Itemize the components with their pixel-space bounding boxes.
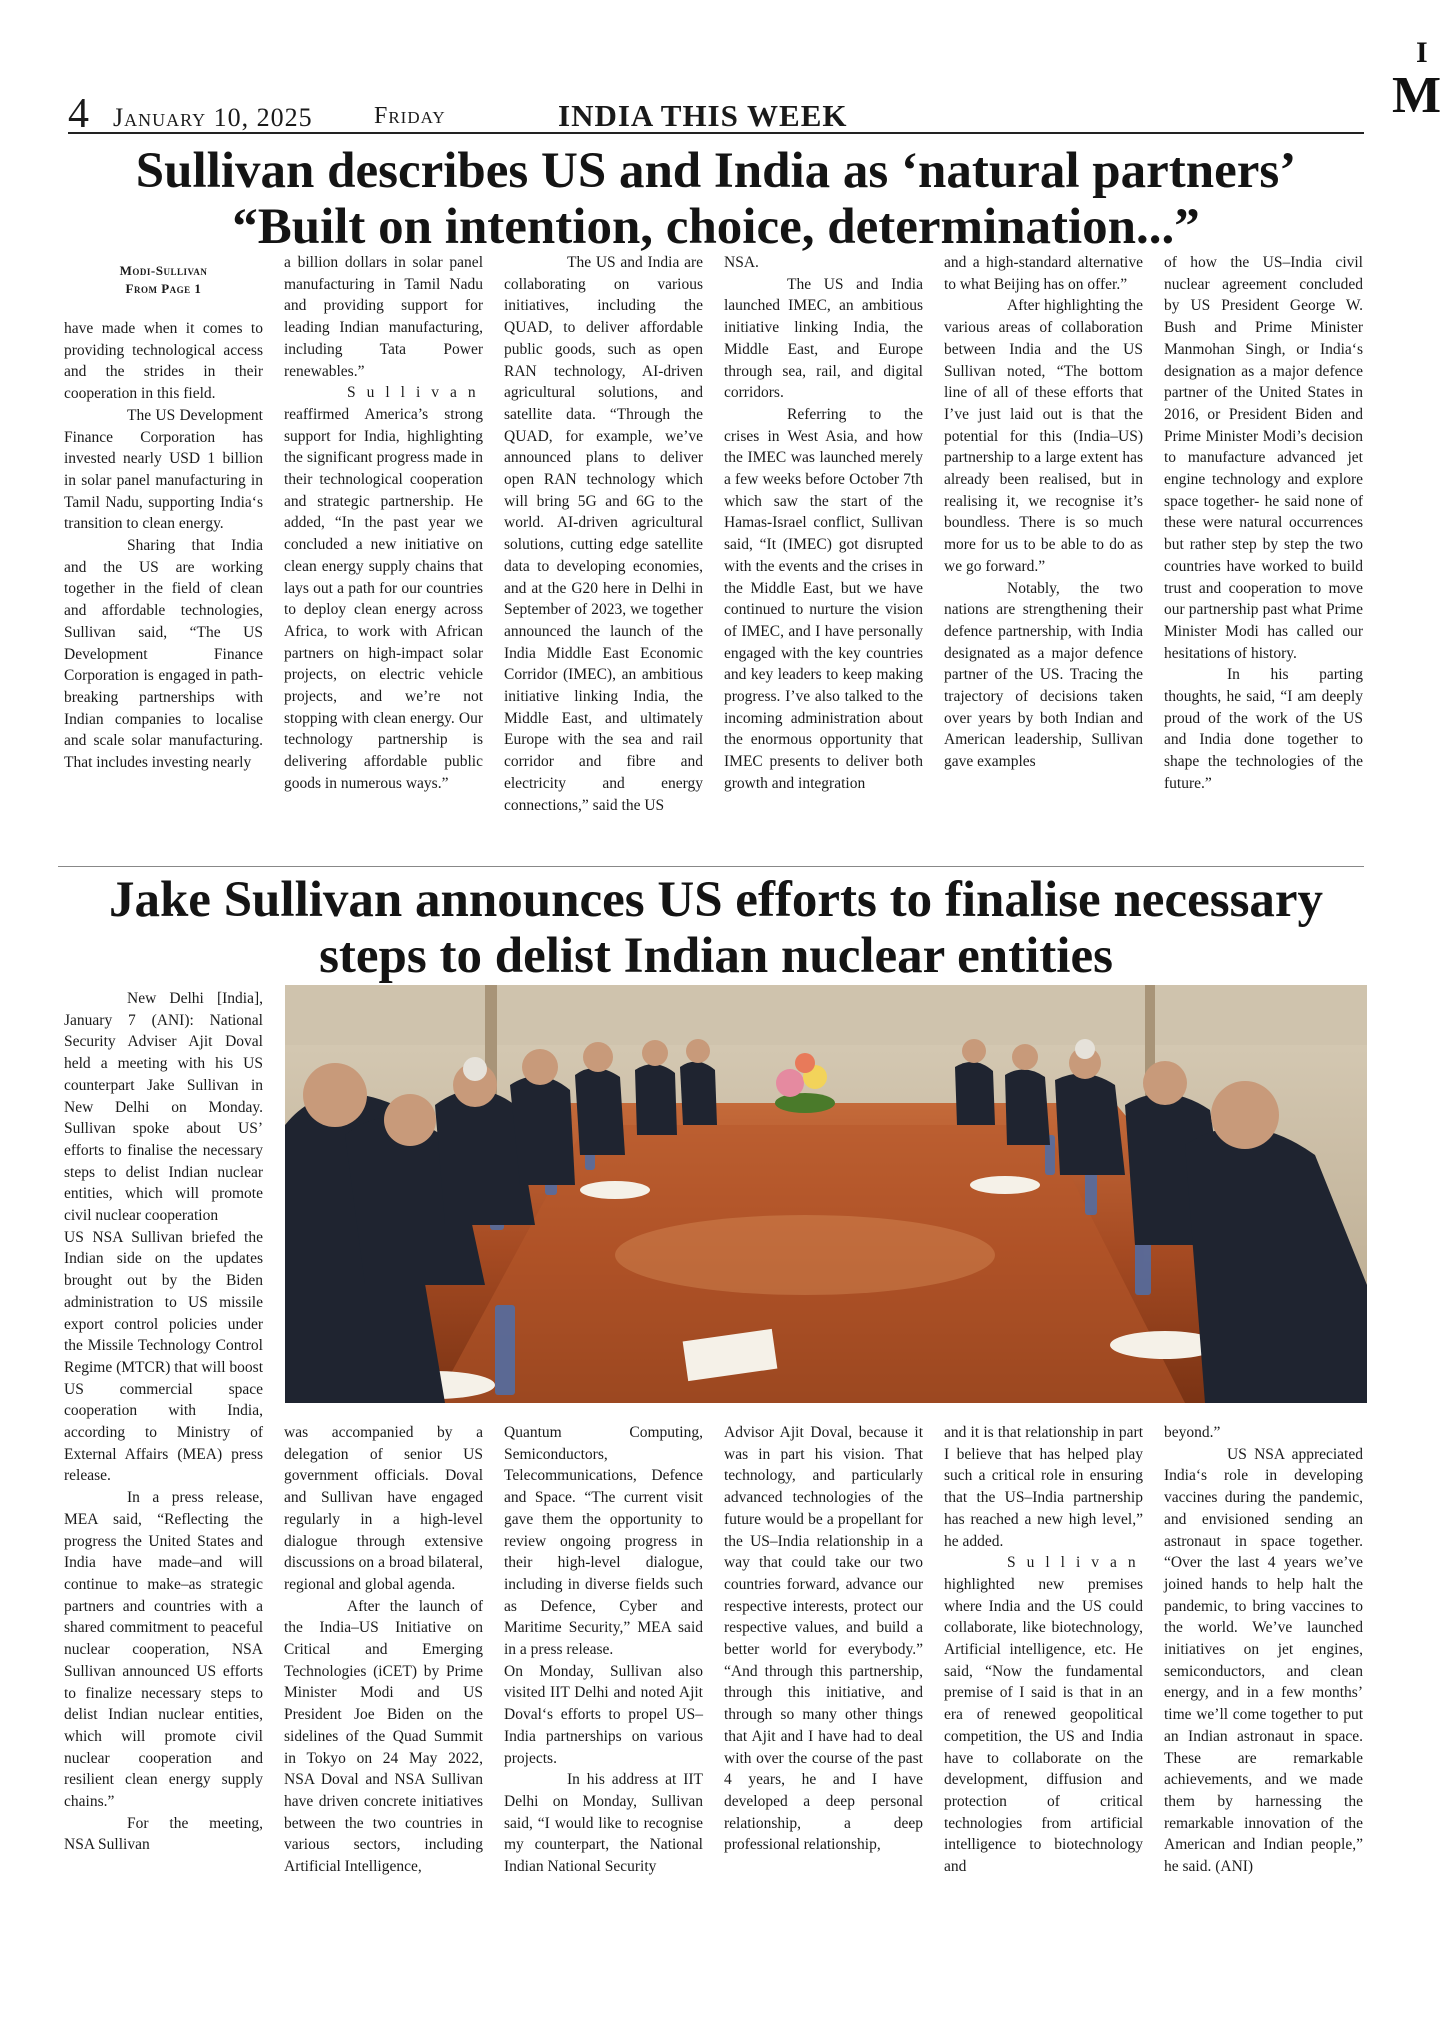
article1-column-4 xyxy=(724,252,923,862)
paragraph: and a high-standard alternative to what Beijing has on offer.” xyxy=(944,254,1143,293)
article1-column-2 xyxy=(284,252,487,862)
paragraph: In his address at IIT Delhi on Monday, Sullivan said, “I would like to recognise my counterpart, the National Indian National Security xyxy=(504,1771,703,1876)
paragraph: After highlighting the various areas of collaboration between India and the US Sullivan noted, “The bottom line of all of these efforts that I’ve just laid out is that the potential for this (India–US) partnership to a large extent has already been realised, but in realising it, we recognise it’s boundless. There is so much more for us to be able to do as we go forward.” xyxy=(944,297,1143,575)
paragraph: New Delhi [India], January 7 (ANI): National Security Adviser Ajit Doval held a meeting with his US counterpart Jake Sullivan in New Delhi on Monday. Sullivan spoke about US’ efforts to finalise the necessary steps to delist Indian nuclear entities, which will promote civil nuclear cooperation xyxy=(64,990,263,1225)
page-number: 4 xyxy=(68,91,89,137)
paragraph: Sullivan xyxy=(1007,1554,1147,1572)
paragraph: a billion dollars in solar panel manufacturing in Tamil Nadu and providing support for leading Indian manufacturing, including Tata Power renewables.” xyxy=(284,254,483,380)
article2-column-2 xyxy=(284,1422,483,1992)
page-header xyxy=(68,91,1364,137)
article2-headline-line1: Jake Sullivan announces US efforts to finalise necessary xyxy=(108,872,1324,928)
adjacent-page-letter-large: M xyxy=(1392,67,1441,124)
paragraph: US NSA Sullivan briefed the Indian side on the updates brought out by the Biden administration to US missile export control policies under the Missile Technology Control Regime (MTCR) that will boost US commercial space cooperation with India, according to Ministry of External Affairs (MEA) press release. xyxy=(64,1228,263,1485)
article2-column-1 xyxy=(64,988,263,1992)
issue-date: January 10, 2025 xyxy=(113,103,313,132)
article2-column-6 xyxy=(1164,1422,1363,1992)
article2-headline-line2: steps to delist Indian nuclear entities xyxy=(319,928,1113,985)
paragraph: Sullivan xyxy=(347,384,487,402)
article2-headline xyxy=(58,872,1374,984)
article2-column-3 xyxy=(504,1422,703,1992)
article1-column-6 xyxy=(1164,252,1363,862)
paragraph: reaffirmed America’s strong support for India, highlighting the significant progress made in their technological cooperation and strategic partnership. He added, “In the past year we concluded a new initiative on clean energy supply chains that lays out a path for our countries to deploy clean energy across Africa, to work with African partners on high-impact solar projects, on electric vehicle projects, and we’re not stopping with clean energy. Our technology partnership is delivering affordable public goods in numerous ways.” xyxy=(284,405,483,792)
article2-column-5 xyxy=(944,1422,1147,1992)
article1-column-1 xyxy=(64,318,263,862)
paragraph: Referring to the crises in West Asia, and how the IMEC was launched merely a few weeks before October 7th which saw the start of the Hamas-Israel conflict, Sullivan said, “It (IMEC) got disrupted with the events and the crises in the Middle East, but we have continued to nurture the vision of IMEC, and I have personally engaged with the key countries and key leaders to keep making progress. I’ve also talked to the incoming administration about the enormous opportunity that IMEC presents to deliver both growth and integration xyxy=(724,405,923,792)
paragraph: The US Development Finance Corporation has invested nearly USD 1 billion in solar panel manufacturing in Tamil Nadu, supporting India‘s transition to clean energy. xyxy=(64,406,263,533)
publication-title: INDIA THIS WEEK xyxy=(558,98,848,133)
article1-headline-line1: Sullivan describes US and India as ‘natural partners’ xyxy=(135,143,1297,199)
paragraph: For the meeting, NSA Sullivan xyxy=(64,1814,263,1854)
paragraph: have made when it comes to providing technological access and the strides in their cooperation in this field. xyxy=(64,320,263,403)
kicker-line1: Modi-Sullivan xyxy=(119,263,208,278)
paragraph: Notably, the two nations are strengthening their defence partnership, with India designated as a major defence partner of the US. Tracing the trajectory of decisions taken over years by both Indian and American leadership, Sullivan gave examples xyxy=(944,579,1143,771)
article1-column-5 xyxy=(944,252,1143,862)
paragraph: In a press release, MEA said, “Reflecting the progress the United States and India have made–and will continue to make–as strategic partners and countries with a shared commitment to peaceful nuclear cooperation, NSA Sullivan announced US efforts to finalize necessary steps to delist Indian nuclear entities, which will promote civil nuclear cooperation and resilient clean energy supply chains.” xyxy=(64,1489,263,1811)
kicker-line2: From Page 1 xyxy=(125,281,202,296)
article1-kicker xyxy=(64,262,263,298)
paragraph: Advisor Ajit Doval, because it was in part his vision. That technology, and particularly advanced technologies of the future would be a propellant for the US–India relationship in a way that could take our two countries forward, advance our respective interests, protect our respective values, and build a better world for everybody.” “And through this partnership, through this initiative, and through so many other things that Ajit and I have had to deal with over the course of the past 4 years, he and I have developed a deep personal relationship, a deep professional relationship, xyxy=(724,1424,923,1854)
issue-day: Friday xyxy=(374,103,446,129)
paragraph: After the launch of the India–US Initiative on Critical and Emerging Technologies (iCET) by Prime Minister Modi and US President Joe Biden on the sidelines of the Quad Summit in Tokyo on 24 May 2022, NSA Doval and NSA Sullivan have driven concrete initiatives between the two countries in various sectors, including Artificial Intelligence, xyxy=(284,1597,483,1876)
article1-headline xyxy=(68,143,1364,255)
paragraph: In his parting thoughts, he said, “I am deeply proud of the work of the US and India done together to shape the technologies of the future.” xyxy=(1164,666,1363,792)
article1-headline-line2: “Built on intention, choice, determination...” xyxy=(232,199,1200,256)
paragraph: US NSA appreciated India‘s role in developing vaccines during the pandemic, and envisioned sending an astronaut in space together. “Over the last 4 years we’ve joined hands to help halt the pandemic, to bring vaccines to the world. We’ve launched initiatives on jet engines, semiconductors, and clean energy, and in a few months’ time we’ll come together to put an Indian astronaut in space. These are remarkable achievements, and we made them by harnessing the remarkable innovation of the American and Indian people,” he said. (ANI) xyxy=(1164,1445,1363,1876)
meeting-photo xyxy=(285,985,1367,1403)
article2-column-4 xyxy=(724,1422,923,1992)
paragraph: The US and India launched IMEC, an ambitious initiative linking India, the Middle East, and Europe through sea, rail, and digital corridors. xyxy=(724,275,923,402)
paragraph: The US and India are collaborating on various initiatives, including the QUAD, to deliver affordable public goods, such as open RAN technology, AI-driven agricultural solutions, and satellite data. “Through the QUAD, for example, we’ve announced plans to deliver open RAN technology which will bring 5G and 6G to the world. AI-driven agricultural solutions, cutting edge satellite data to developing economies, and at the G20 here in Delhi in September of 2023, we together announced the launch of the India Middle East Economic Corridor (IMEC), an ambitious initiative linking India, the Middle East, and ultimately Europe with the sea and rail corridor and fibre and electricity and energy connections,” said the US xyxy=(504,254,703,814)
section-divider xyxy=(58,866,1364,867)
paragraph: of how the US–India civil nuclear agreement concluded by US President George W. Bush and Prime Minister Manmohan Singh, or India‘s designation as a major defence partner of the United States in 2016, or President Biden and Prime Minister Modi’s decision to manufacture advanced jet engine technology and explore space together- he said none of these were natural occurrences but rather step by step the two countries have worked to build trust and cooperation to move our partnership past what Prime Minister Modi has called our hesitations of history. xyxy=(1164,254,1363,662)
paragraph: NSA. xyxy=(724,254,759,271)
adjacent-page-letter-small: I xyxy=(1416,36,1428,69)
paragraph: highlighted new premises where India and the US could collaborate, like biotechnology, Artificial intelligence, etc. He said, “Now the fundamental premise of I said is that in an era of renewed geopolitical competition, the US and India have to collaborate on the development, diffusion and protection of critical technologies from artificial intelligence to biotechnology and xyxy=(944,1575,1143,1876)
paragraph: and it is that relationship in part I believe that has helped play such a critical role in ensuring that the US–India partnership has reached a new high level,” he added. xyxy=(944,1424,1143,1550)
paragraph: On Monday, Sullivan also visited IIT Delhi and noted Ajit Doval‘s efforts to propel US–India partnerships on various projects. xyxy=(504,1662,703,1767)
article1-column-3 xyxy=(504,252,703,862)
paragraph: Sharing that India and the US are working together in the field of clean and affordable technologies, Sullivan said, “The US Development Finance Corporation is engaged in path-breaking partnerships with Indian companies to localise and scale solar manufacturing. That includes investing nearly xyxy=(64,537,263,772)
paragraph: was accompanied by a delegation of senior US government officials. Doval and Sullivan have engaged regularly in a high-level dialogue through extensive discussions on a broad bilateral, regional and global agenda. xyxy=(284,1424,483,1593)
paragraph: Quantum Computing, Semiconductors, Telecommunications, Defence and Space. “The current visit gave them the opportunity to review ongoing progress in their high-level dialogue, including in diverse fields such as Defence, Cyber and Maritime Security,” MEA said in a press release. xyxy=(504,1424,703,1659)
paragraph: beyond.” xyxy=(1164,1424,1221,1441)
